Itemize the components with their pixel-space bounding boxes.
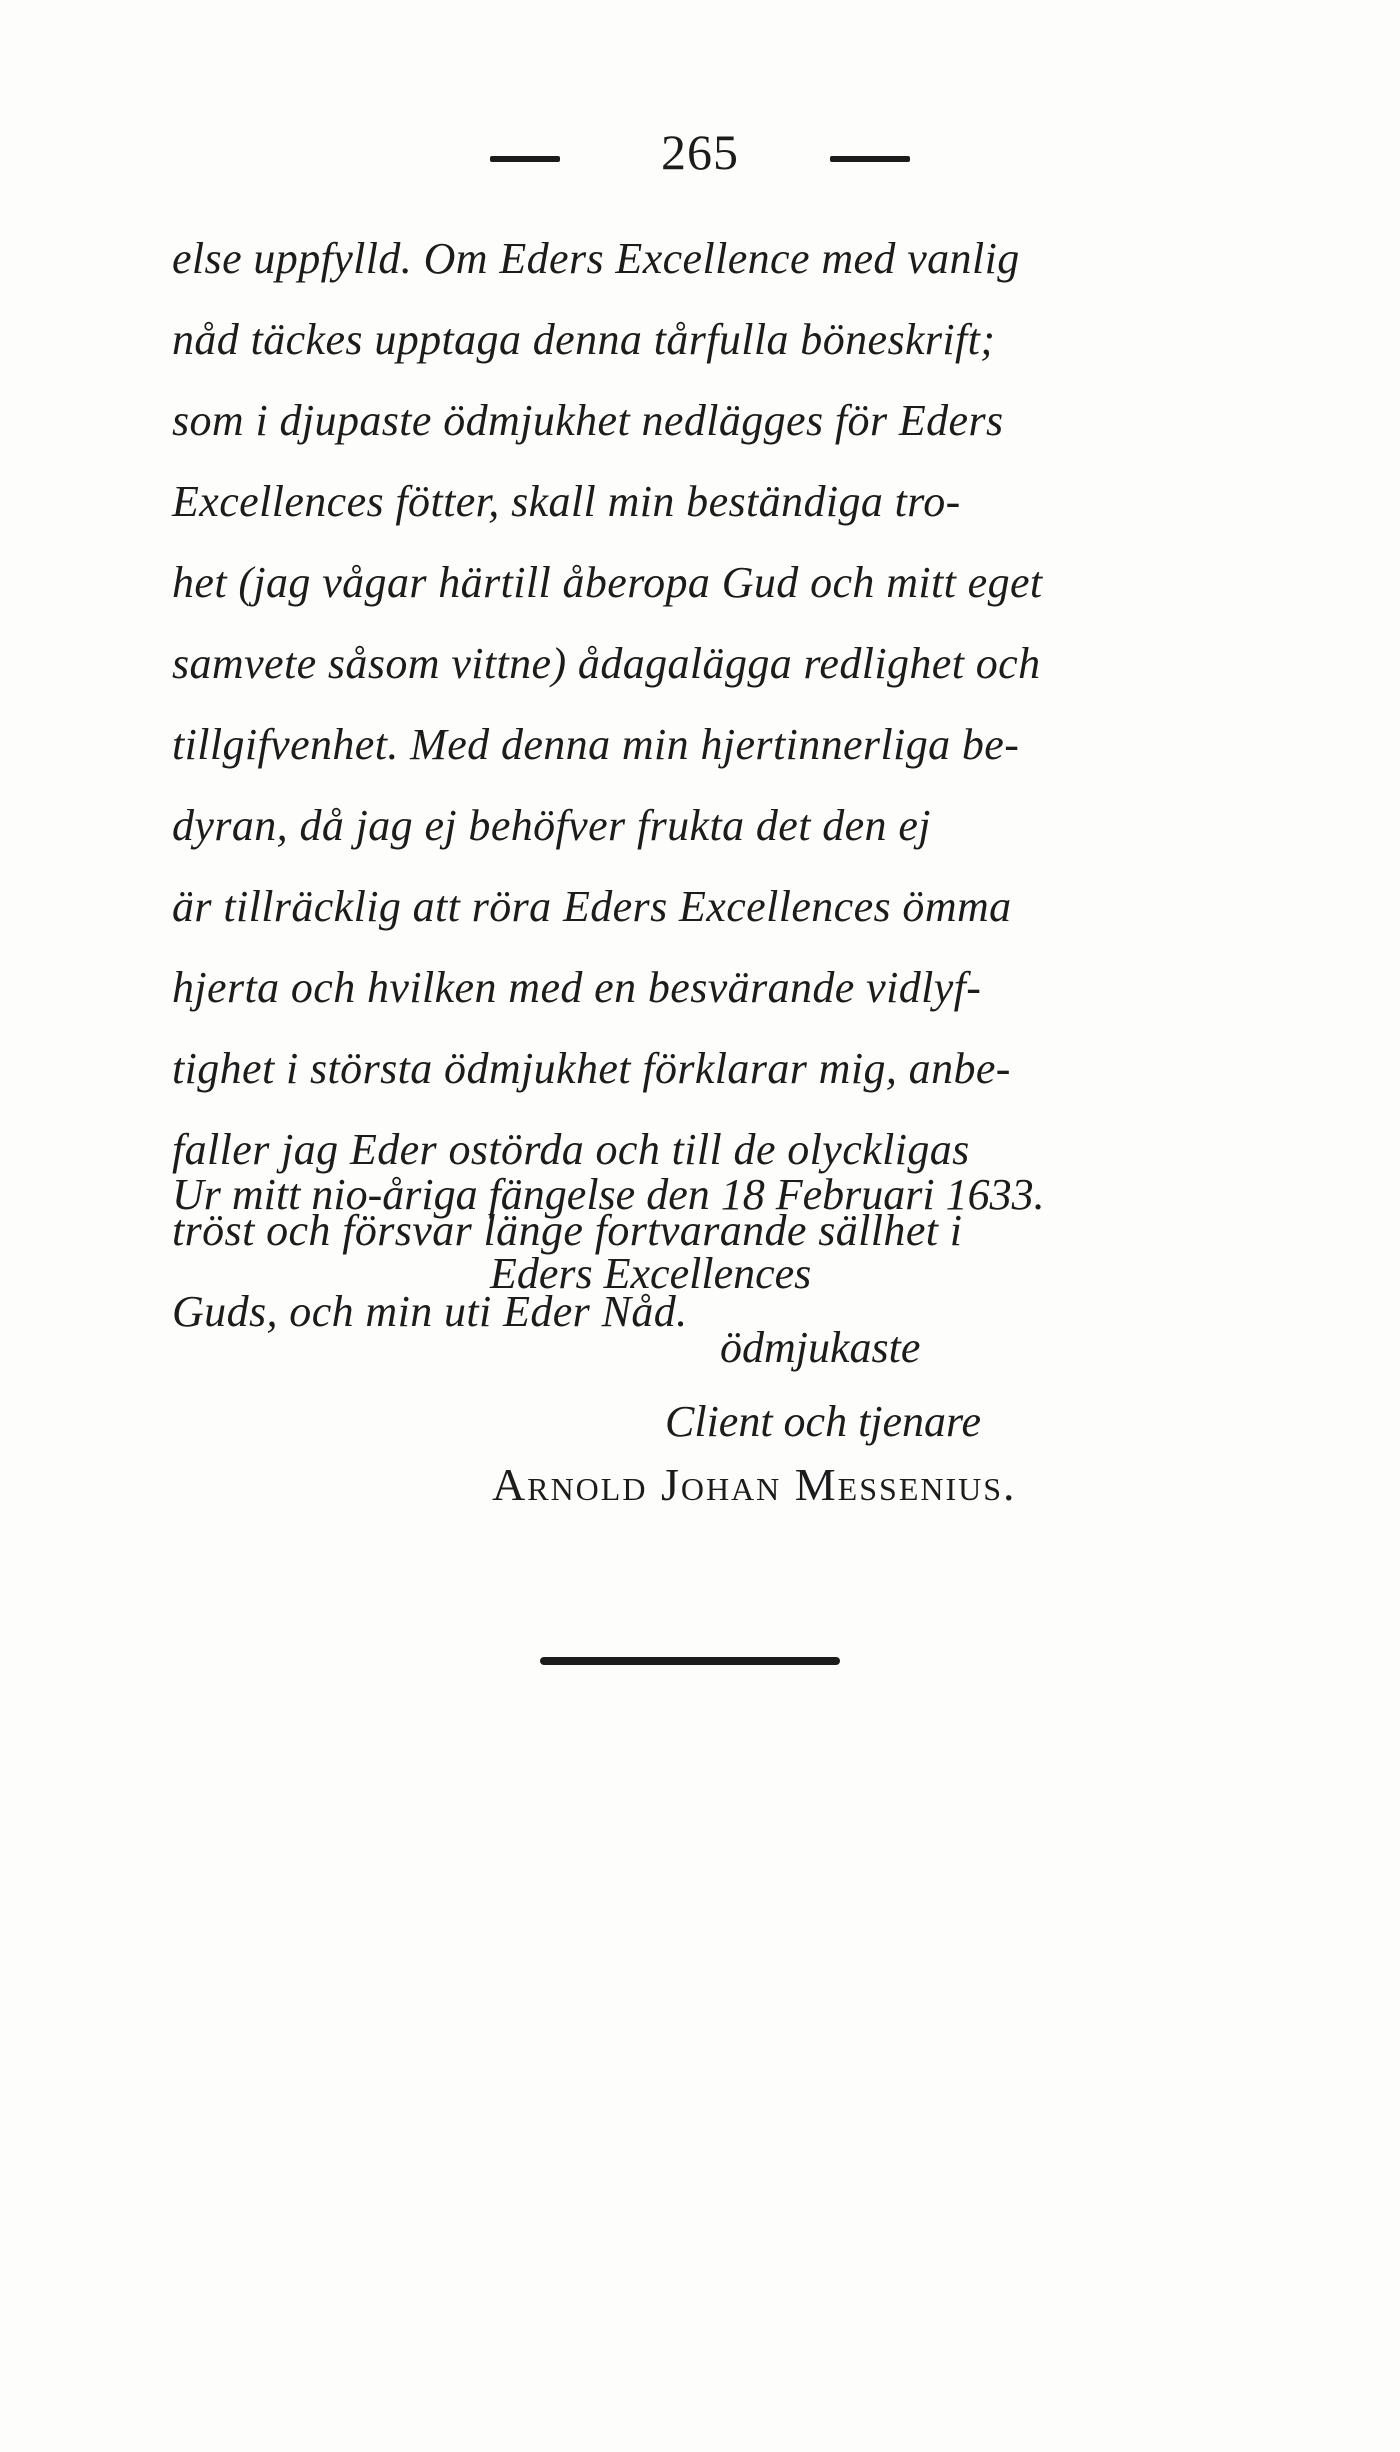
- text-line: tillgifvenhet. Med denna min hjertinnerliga be-: [172, 720, 1020, 769]
- text-line: else uppfylld. Om Eders Excellence med vanlig: [172, 234, 1020, 283]
- closing-salutation: Eders Excellences: [490, 1249, 812, 1298]
- end-rule: [540, 1657, 840, 1665]
- page-number: 265: [661, 124, 739, 180]
- text-line: Guds, och min uti Eder Nåd.: [172, 1287, 688, 1336]
- text-line: faller jag Eder ostörda och till de olyckligas: [172, 1125, 970, 1174]
- text-line: het (jag vågar härtill åberopa Gud och mitt eget: [172, 558, 1043, 607]
- text-line: dyran, då jag ej behöfver frukta det den ej: [172, 801, 931, 850]
- text-line: samvete såsom vittne) ådagalägga redlighet och: [172, 639, 1041, 688]
- text-line: Excellences fötter, skall min beständiga tro-: [172, 477, 961, 526]
- closing-servant: Client och tjenare: [665, 1397, 982, 1446]
- header-dash-right: [830, 156, 910, 162]
- dateline: Ur mitt nio-åriga fängelse den 18 Februari 1633.: [172, 1170, 1045, 1219]
- page-header: [0, 122, 1400, 182]
- closing-humility: ödmjukaste: [720, 1323, 921, 1372]
- signature: Arnold Johan Messenius.: [492, 1459, 1017, 1510]
- text-line: hjerta och hvilken med en besvärande vidlyf-: [172, 963, 982, 1012]
- text-line: är tillräcklig att röra Eders Excellences ömma: [172, 882, 1012, 931]
- text-line: som i djupaste ödmjukhet nedlägges för Eders: [172, 396, 1004, 445]
- header-dash-left: [490, 156, 560, 162]
- text-line: tighet i största ödmjukhet förklarar mig, anbe-: [172, 1044, 1011, 1093]
- text-line: tröst och försvar länge fortvarande sällhet i: [172, 1206, 963, 1255]
- text-line: nåd täckes upptaga denna tårfulla böneskrift;: [172, 315, 996, 364]
